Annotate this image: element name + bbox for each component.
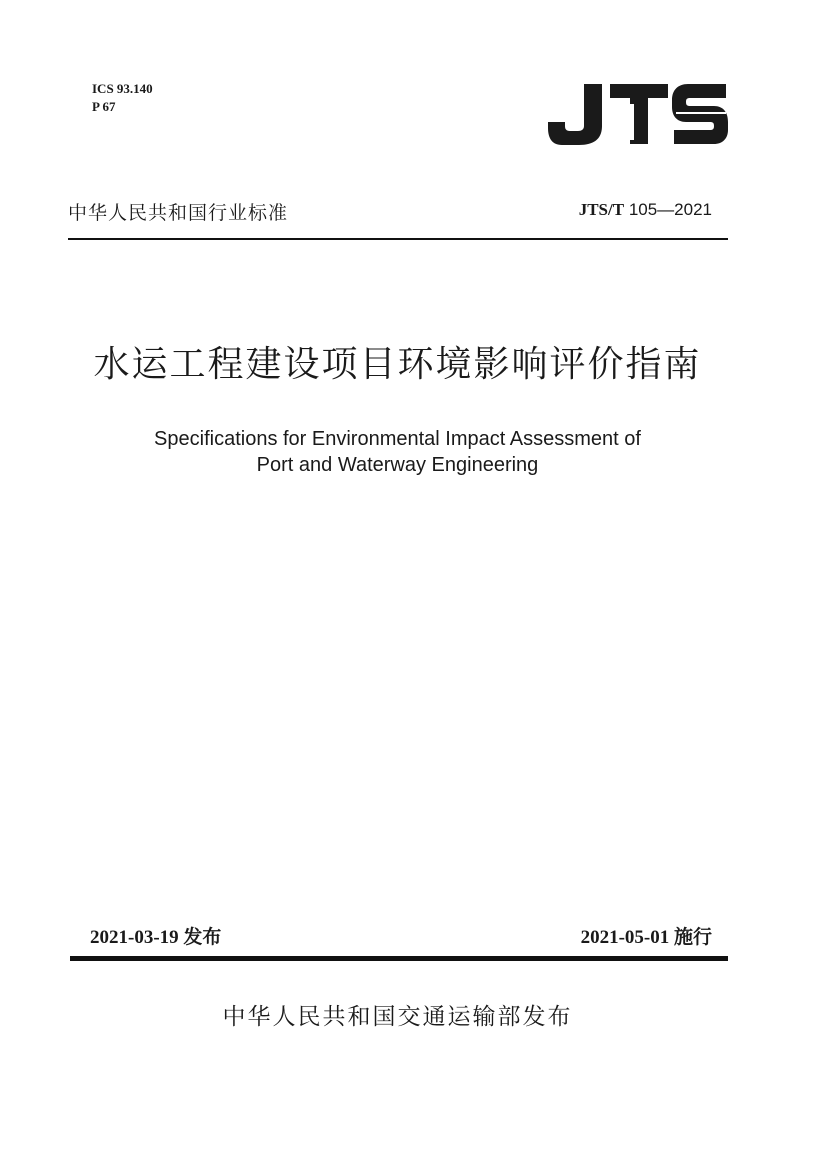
top-divider xyxy=(68,238,728,240)
publisher: 中华人民共和国交通运输部发布 xyxy=(222,1004,573,1030)
bottom-divider xyxy=(70,956,728,961)
issue-date: 2021-03-19 发布 xyxy=(90,927,222,948)
jts-logo xyxy=(548,82,728,146)
title-english-line1: Specifications for Environmental Impact Assessment of xyxy=(154,428,641,450)
ics-code: ICS 93.140 xyxy=(92,81,153,96)
ccs-code: P 67 xyxy=(92,99,116,114)
logo-letter-t xyxy=(610,84,668,144)
standard-code xyxy=(579,200,712,220)
classification-codes xyxy=(92,80,153,116)
standard-code-prefix: JTS/T xyxy=(578,200,625,219)
title-chinese: 水运工程建设项目环境影响评价指南 xyxy=(93,344,702,385)
effective-date: 2021-05-01 施行 xyxy=(580,927,712,948)
logo-letter-j xyxy=(548,84,602,145)
title-english xyxy=(0,426,795,478)
standard-code-number: 105—2021 xyxy=(628,200,712,219)
standard-type: 中华人民共和国行业标准 xyxy=(68,202,289,224)
title-english-line2: Port and Waterway Engineering xyxy=(256,454,539,476)
